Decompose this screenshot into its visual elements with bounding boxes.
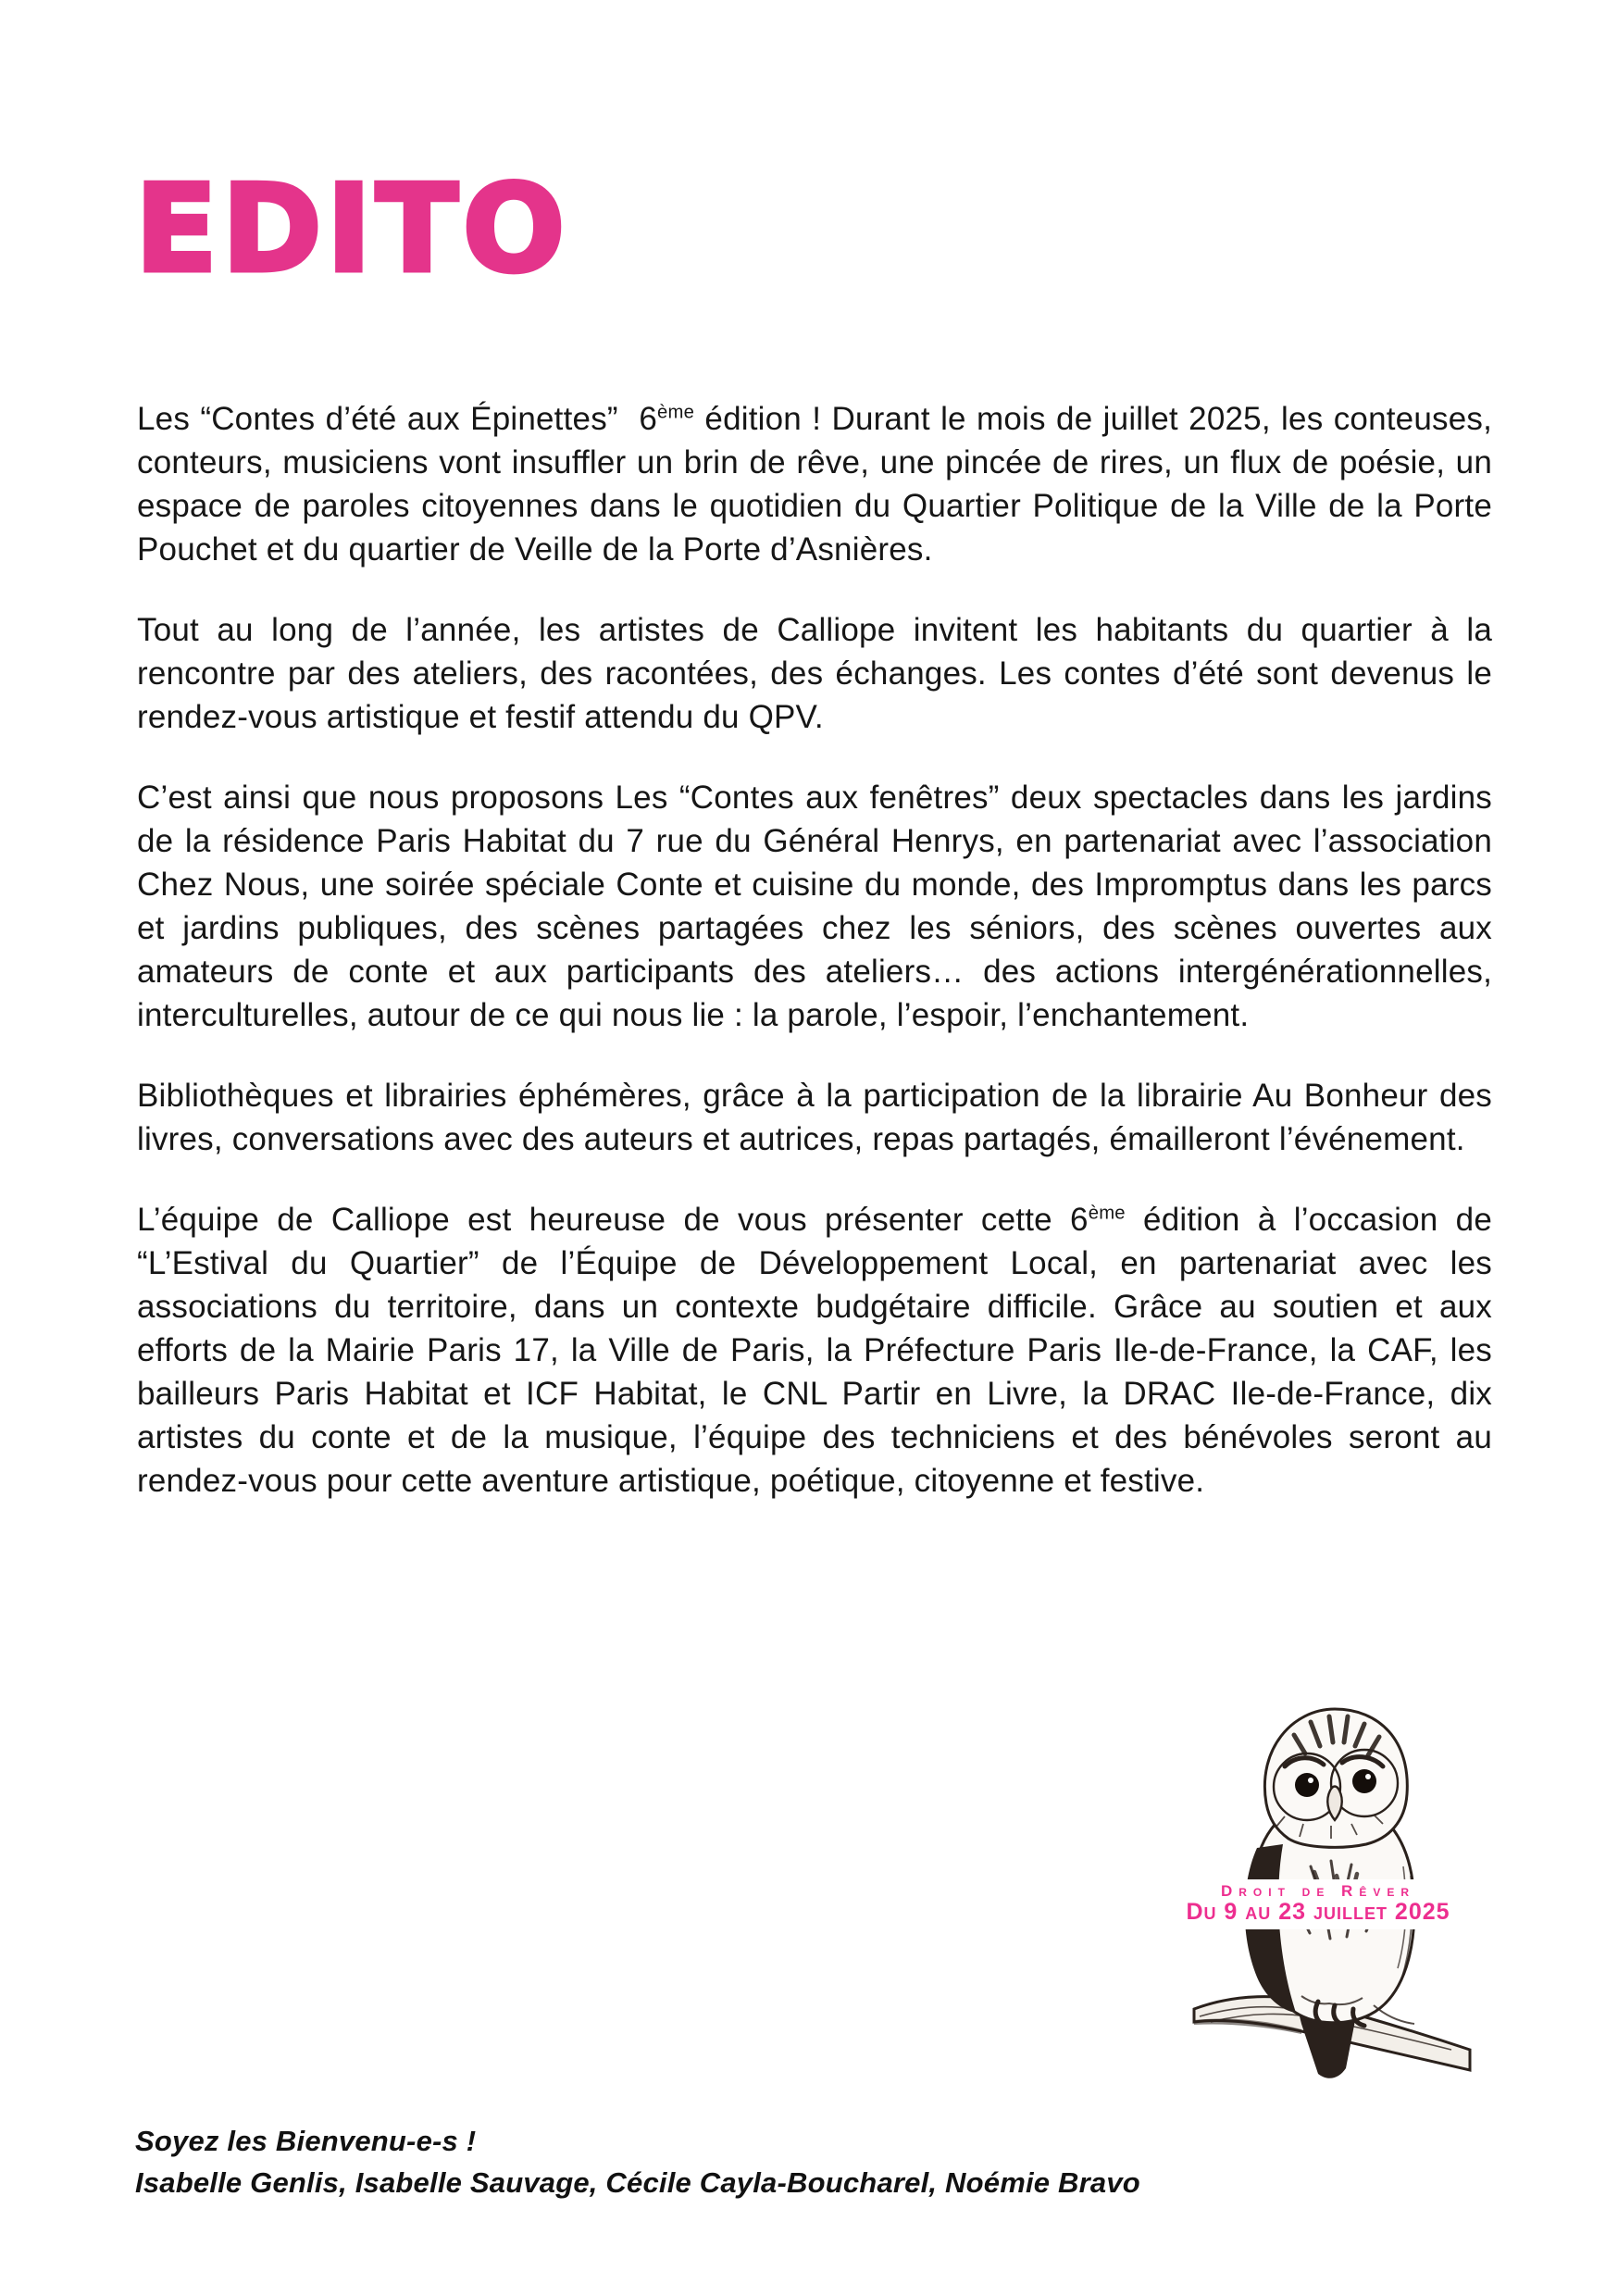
signature-welcome: Soyez les Bienvenu-e-s ! [135, 2125, 477, 2157]
page-title: EDITO [135, 158, 570, 299]
owl-badge [1161, 1879, 1475, 1929]
superscript: ème [657, 402, 695, 423]
signature-authors: Isabelle Genlis, Isabelle Sauvage, Cécile Cayla-Boucharel, Noémie Bravo [135, 2166, 1140, 2199]
paragraph [137, 1198, 1492, 1503]
owl-head [1264, 1709, 1407, 1847]
signature-block [135, 2120, 1140, 2203]
paragraph-text: édition à l’occasion de “L’Estival du Quartier” de l’Équipe de Développement Local, en partenariat avec les associations du territoire, dans un contexte budgétaire difficile. Grâce au soutien et aux efforts de la Mairie Paris 17, la Ville de Paris, la Préfecture Paris Ile-de-France, la CAF, les bailleurs Paris Habitat et ICF Habitat, le CNL Partir en Livre, la DRAC Ile-de-France, dix artistes du conte et de la musique, l’équipe des techniciens et des bénévoles seront au rendez-vous pour cette aventure artistique, poétique, citoyenne et festive. [137, 1202, 1492, 1499]
paragraph-text: Les “Contes d’été aux Épinettes” 6 [137, 401, 658, 437]
badge-tagline: Droit de Rêver [1220, 1882, 1415, 1900]
superscript: ème [1088, 1203, 1126, 1224]
paragraph-text: édition ! Durant le mois de juillet 2025, les conteuses, conteurs, musiciens vont insuffler un brin de rêve, une pincée de rires, un flux de poésie, un espace de paroles citoyennes dans le quotidien du Quartier Politique de la Ville de la Porte Pouchet et du quartier de Veille de la Porte d’Asnières. [137, 401, 1492, 568]
paragraph: C’est ainsi que nous proposons Les “Contes aux fenêtres” deux spectacles dans les jardins de la résidence Paris Habitat du 7 rue du Général Henrys, en partenariat avec l’association Chez Nous, une soirée spéciale Conte et cuisine du monde, des Impromptus dans les parcs et jardins publiques, des scènes partagées chez les séniors, des scènes ouvertes aux amateurs de conte et aux participants des ateliers… des actions intergénérationnelles, interculturelles, autour de ce qui nous lie : la parole, l’espoir, l’enchantement. [137, 780, 1492, 1033]
paragraph-text: L’équipe de Calliope est heureuse de vous présenter cette 6 [137, 1202, 1089, 1238]
owl-logo-block [1186, 1691, 1472, 2083]
paragraph: Bibliothèques et librairies éphémères, grâce à la participation de la librairie Au Bonheur des livres, conversations avec des auteurs et autrices, repas partagés, émailleront l’événement. [137, 1078, 1492, 1157]
badge-dates: Du 9 au 23 juillet 2025 [1186, 1899, 1450, 1925]
owl-eye-right [1352, 1769, 1376, 1793]
owl-eye-left [1295, 1773, 1319, 1797]
paragraph [137, 397, 1492, 571]
editorial-body [137, 397, 1492, 1540]
paragraph: Tout au long de l’année, les artistes de Calliope invitent les habitants du quartier à la rencontre par des ateliers, des racontées, des échanges. Les contes d’été sont devenus le rendez-vous artistique et festif attendu du QPV. [137, 612, 1492, 735]
